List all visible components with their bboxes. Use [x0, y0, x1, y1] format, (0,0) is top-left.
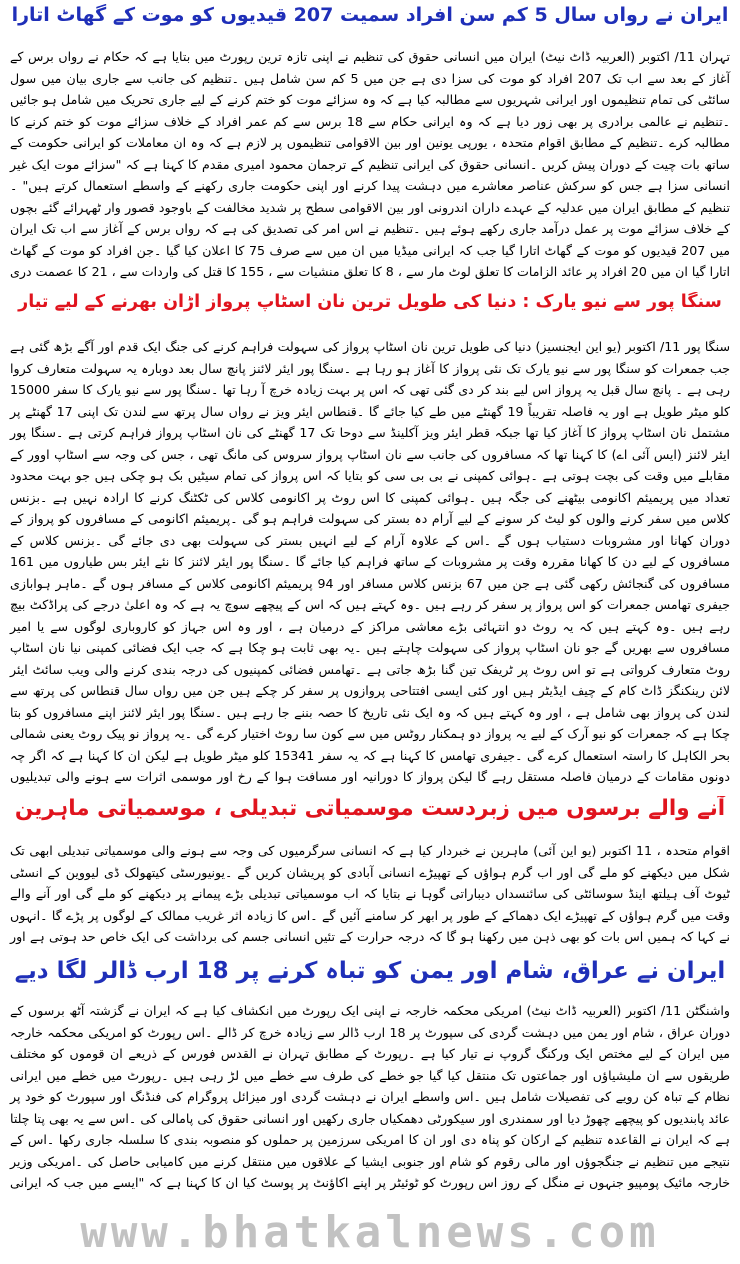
- article-body-wrap-1: [0, 46, 740, 286]
- article-body-climate-change: اقوام متحدہ ، 11 اکتوبر (یو این آئی) ماہرین نے خبردار کیا ہے کہ انسانی سرگرمیوں کی وجہ سے ہونے والی موسمیاتی تبدیلی ابھی تک شکل میں دیکھنے کو ملے گی اور اب گرم ہواؤں کے تھپیڑے انسانی آبادی کو پریشان کریں گے ۔یونیورسٹی کیتھولک ڈی لیووین کے انسٹی ٹیوٹ آف ہیلتھ اینڈ سوسائٹی کی سائنسداں دیباراتی گوہا نے بتایا کہ اب موسمیاتی تبدیلی بڑے پیمانے پر دیکھنے کو ملے گی اور آنے والے وقت میں گرم ہواؤں کے تھپیڑے ایک دھماکے کے طور پر ابھر کر سامنے آئیں گے ۔اس کا زیادہ اثر غریب ممالک کے لوگوں پر پڑے گا ۔انہوں نے کہا کہ ہمیں اس بات کو بھی ذہن میں رکھنا ہو گا کہ درجہ حرارت کے تئیں انسانی جسم کی برداشت کی ایک خاص حد ہوتی ہے اور: [10, 843, 730, 944]
- article-body-iran-18-billion: واشنگٹن 11/ اکتوبر (العربیہ ڈاٹ نیٹ) امریکی محکمہ خارجہ نے اپنی ایک رپورٹ میں انکشاف کیا ہے کہ ایران نے گزشتہ آٹھ برسوں کے دوران عراق ، شام اور یمن میں دہشت گردی کی سپورٹ پر 18 ارب ڈالر سے زیادہ خرچ کر ڈالے ۔اس رپورٹ کو امریکی محکمہ خارجہ میں ایران کے لیے مختص ایک ورکنگ گروپ نے تیار کیا ہے ۔رپورٹ کے مطابق تہران نے القدس فورس کے ذریعے ان قوموں کو مختلف طریقوں سے ان ملیشیاؤں اور جماعتوں تک منتقل کیا گیا جو خطے کی طرف سے خطے میں لڑ رہی ہیں ۔رپورٹ میں خطے میں ایرانی نظام کے تباہ کن رویے کی تفصیلات شامل ہیں ۔اس واسطے ایران نے دہشت گردی اور میزائل پروگرام کی فنڈنگ اور سپورٹ کو خود پر عائد پابندیوں کو پیچھے چھوڑ دیا اور سمندری اور سیکورٹی دھمکیاں جاری رکھیں اور انسانی حقوق کی پامالی کی ۔اس سے یہ بھی پتا چلتا ہے کہ ایران نے القاعدہ تنظیم کے ارکان کو پناہ دی اور ان کا امریکی سرزمین پر حملوں کو منصوبہ بندی کا سلسلہ جاری رکھا ۔اس کے نتیجے میں تنظیم نے جنگجوؤں اور مالی رقوم کو شام اور جنوبی ایشیا کے علاقوں میں منتقل کرنے میں کامیابی حاصل کی ۔امریکی وزیر خارجہ مائیک پومپیو جنہوں نے منگل کے روز اس رپورٹ کو ٹوئیٹر پر اپنے اکاؤنٹ پر پوسٹ کیا ان کا کہنا ہے کہ "ایسے میں جب کہ ایرانی: [10, 1003, 730, 1190]
- headline-singapore-flight: سنگا پور سے نیو یارک : دنیا کی طویل ترین نان اسٹاپ پرواز اڑان بھرنے کے لیے تیار: [18, 292, 722, 312]
- article-body-wrap-3: [0, 840, 740, 950]
- site-watermark: www.bhatkalnews.com: [80, 1207, 660, 1258]
- article-body-wrap-2: [0, 336, 740, 788]
- headline-climate-change: آنے والے برسوں میں زبردست موسمیاتی تبدیلی ، موسمیاتی ماہرین: [14, 796, 726, 821]
- headline-iran-18-billion: ایران نے عراق، شام اور یمن کو تباہ کرنے پر 18 ارب ڈالر لگا دیے: [14, 958, 726, 984]
- headline-iran-executions: ایران نے رواں سال 5 کم سن افراد سمیت 207 قیدیوں کو موت کے گھاٹ اتارا: [11, 4, 729, 26]
- article-body-singapore-flight: سنگا پور 11/ اکتوبر (یو این ایجنسیز) دنیا کی طویل ترین نان اسٹاپ پرواز کی سہولت فراہم کرنے کی جنگ ایک قدم اور آگے بڑھ گئی ہے جب جمعرات کو سنگا پور سے نیو یارک تک نئی پرواز کا آغاز ہو رہا ہے ۔سنگا پور ایئر لائنز پانچ سال بعد دوبارہ یہ سہولت متعارف کروا رہی ہے ۔ پانچ سال قبل یہ پرواز اس لیے بند کر دی گئی تھی کہ اس پر بہت زیادہ خرچ آ رہا تھا ۔سنگا پور سے نیو یارک کا سفر 15000 کلو میٹر طویل ہے اور یہ فاصلہ تقریباً 19 گھنٹے میں طے کیا جائے گا ۔قنطاس ایئر ویز نے رواں سال پرتھ سے لندن تک اپنی 17 گھنٹے پر مشتمل نان اسٹاپ پرواز کا آغاز کیا تھا جبکہ قطر ایئر ویز آکلینڈ سے دوحا تک 17 گھنٹے کی نان اسٹاپ پرواز فراہم کرتی ہے ۔سنگا پور ایئر لائنز (ایس آئی اے) کا کہنا تھا کہ مسافروں کی جانب سے نان اسٹاپ پرواز سروس کی مانگ تھی ، جس کی وجہ سے اسٹاپ اوور کے مقابلے میں وقت کی بچت ہوتی ہے ۔ہوائی کمپنی نے بی بی سی کو بتایا کہ اس پرواز کی تمام سیٹیں بک ہو چکی ہیں جو بہت محدود تعداد میں پریمیئم اکانومی بیٹھنے کی جگہ ہیں ۔ہوائی کمپنی کا اس روٹ پر اکانومی کلاس کی ٹکٹنگ کرنے کا ارادہ نہیں ہے ۔بزنس کلاس میں سفر کرنے والوں کو لیٹ کر سونے کے لیے آرام دہ بستر کی سہولت فراہم ہو گی ۔پریمیئم اکانومی کے مسافروں کو پرواز کے دوران کھانا اور مشروبات دستیاب ہوں گے ۔اس کے علاوہ آرام کے لیے انہیں بستر کی سہولت بھی دی جائے گی ۔بزنس کلاس کے مسافروں کے لیے دن کا کھانا مقررہ وقت پر مشروبات کے ساتھ فراہم کیا جائے گا ۔سنگا پور ایئر لائنز کا نئے ایئر بس طیاروں میں 161 مسافروں کی گنجائش رکھی گئی ہے جن میں 67 بزنس کلاس مسافر اور 94 پریمیئم اکانومی کلاس کے مسافر ہوں گے ۔ماہر ہوابازی جیفری تھامس جمعرات کو اس پرواز پر سفر کر رہے ہیں ۔وہ کہتے ہیں کہ اس کے پیچھے سوچ یہ ہے کہ وہ اعلیٰ درجے کی پراڈکٹ بیچ رہے ہیں ۔وہ کہتے ہیں کہ یہ روٹ دو انتہائی بڑے معاشی مراکز کے درمیان ہے ، اور وہ اس جہاز کو کاروباری لوگوں سے یا امیر مسافروں سے بھریں گے جو نان اسٹاپ پرواز کی سہولت چاہتے ہیں ۔یہ بھی ثابت ہو چکا ہے کہ جب ایک فضائی کمپنی نیا نان اسٹاپ روٹ متعارف کرواتی ہے تو اس روٹ پر ٹریفک تین گنا بڑھ جاتی ہے ۔تھامس فضائی کمپنیوں کی درجہ بندی کرنے والی ویب سائٹ ایئر لائن رینکنگز ڈاٹ کام کے چیف ایڈیٹر ہیں اور کئی ایسی افتتاحی پروازوں پر سفر کر چکے ہیں جن میں رواں سال قنطاس کی پرتھ سے لندن کی پرواز بھی شامل ہے ، اور وہ کہتے ہیں کہ وہ ایک نئی تاریخ کا حصہ بننے جا رہے ہیں ۔سنگا پور ایئر لائنز اپنے مسافروں کو بتا چکا ہے کہ جمعرات کو نیو آرک کے لیے یہ پرواز دو ہمکنار روٹس میں سے کون سا روٹ اختیار کرے گی ۔یہ پرواز نو پیک روٹ یعنی شمالی بحر الکاہل کا راستہ استعمال کرے گی ۔جیفری تھامس کا کہنا ہے کہ یہ سفر 15341 کلو میٹر طویل ہے لیکن ان کا کہنا ہے کہ اگر چہ دونوں مقامات کے درمیان فاصلہ مستقل رہے گا لیکن پرواز کا دورانیہ اور مسافت ہوا کے رخ اور موسمی اثرات سے ہونے والی تبدیلیوں: [10, 339, 731, 784]
- article-body-wrap-4: [0, 1000, 740, 1196]
- article-body-iran-executions: تہران 11/ اکتوبر (العربیہ ڈاٹ نیٹ) ایران میں انسانی حقوق کی تنظیم نے اپنی تازہ ترین رپورٹ میں بتایا ہے کہ حکام نے رواں برس کے آغاز کے بعد سے اب تک 207 افراد کو موت کی سزا دی ہے جن میں 5 کم سن شامل ہیں ۔تنظیم کی جانب سے جاری بیان میں سول سائٹی کی تمام تنظیموں اور ایرانی شہریوں سے مطالبہ کیا ہے کہ وہ سزائے موت کو ختم کرنے کے لیے جاری تحریک میں شامل ہو جائیں ۔تنظیم نے عالمی برادری پر بھی زور دیا ہے کہ وہ ایرانی حکام سے 18 برس سے کم عمر افراد کے خلاف سزائے موت کو ختم کرنے کا مطالبہ کرے ۔تنظیم کے مطابق اقوام متحدہ ، یورپی یونین اور بین الاقوامی تنظیموں پر لازم ہے کہ وہ ان معاملات کو ایرانی حکومت کے ساتھ بات چیت کے دوران پیش کریں ۔انسانی حقوق کی ایرانی تنظیم کے ترجمان محمود امیری مقدم کا کہنا ہے کہ "سزائے موت ایک غیر انسانی سزا ہے جس کو سرکش عناصر معاشرے میں دہشت پیدا کرنے اور اپنی حکومت جاری رکھنے کے واسطے استعمال کرتے ہیں" ۔تنظیم کے مطابق ایران میں عدلیہ کے عہدے داران اندرونی اور بین الاقوامی سطح پر شدید مخالفت کے باوجود قصور وار ٹھہرائے گئے بچوں کے خلاف سزائے موت پر عمل درآمد جاری رکھے ہوئے ہیں ۔تنظیم نے اس امر کی تصدیق کی ہے کہ رواں برس کے آغاز سے اب تک ایران میں 207 قیدیوں کو موت کے گھاٹ اتارا گیا جب کہ ایرانی میڈیا میں ان میں سے صرف 75 کا اعلان کیا گیا ۔جن افراد کو موت کے گھاٹ اتارا گیا ان میں 20 افراد پر عائد الزامات کا تعلق لوٹ مار سے ، 8 کا تعلق منشیات سے ، 155 کا قتل کی واردات سے ، 21 کا عصمت دری: [10, 49, 731, 279]
